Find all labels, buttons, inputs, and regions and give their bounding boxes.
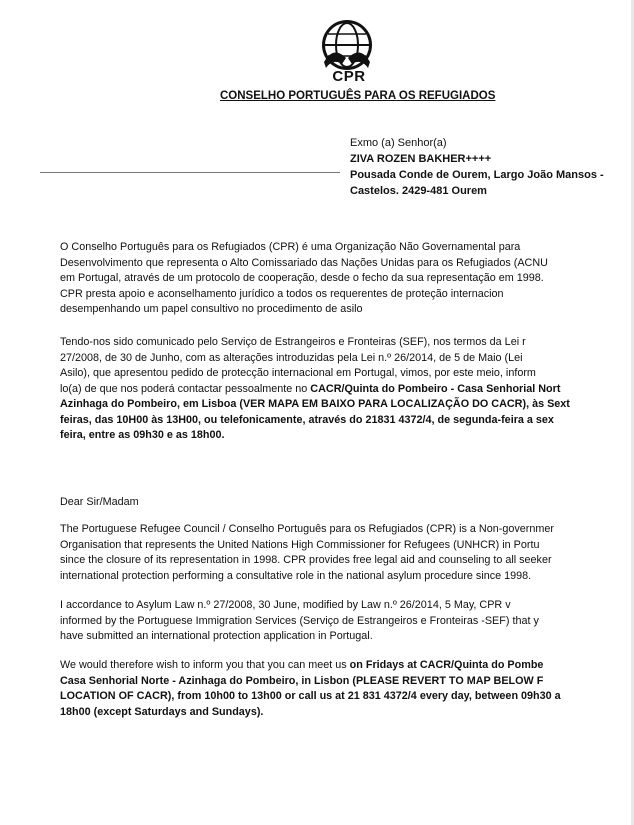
recipient-name: ZIVA ROZEN BAKHER++++ — [350, 153, 492, 165]
en-greeting: Dear Sir/Madam — [60, 496, 139, 508]
text-line: feira, entre as 09h30 e as 18h00. — [60, 429, 225, 441]
text-line: em Portugal, através de um protocolo de cooperação, desde o fecho da sua representação em 1998. — [60, 272, 544, 284]
org-name: CONSELHO PORTUGUÊS PARA OS REFUGIADOS — [220, 90, 496, 102]
text-segment: We would therefore wish to inform you that you can meet us — [60, 659, 350, 671]
text-line: have submitted an international protection application in Portugal. — [60, 630, 373, 642]
text-line: Casa Senhorial Norte - Azinhaga do Pombeiro, in Lisbon (PLEASE REVERT TO MAP BELOW F — [60, 674, 544, 687]
pt-paragraph-1 — [60, 240, 634, 318]
text-line: 18h00 (except Saturdays and Sundays). — [60, 705, 264, 718]
text-segment: lo(a) de que nos poderá contactar pessoalmente no — [60, 382, 311, 395]
globe-hands-icon — [318, 18, 376, 74]
text-line: Azinhaga do Pombeiro, em Lisboa (VER MAPA EM BAIXO PARA LOCALIZAÇÃO DO CACR), às Sext — [60, 398, 570, 410]
text-line: Organisation that represents the United Nations High Commissioner for Refugees (UNHCR) in Portu — [60, 538, 540, 551]
en-paragraph-3 — [60, 658, 634, 720]
text-line: international protection performing a consultative role in the national asylum procedure since 1998. — [60, 569, 532, 582]
text-line: Desenvolvimento que representa o Alto Comissariado das Nações Unidas para os Refugiados (ACNU — [60, 256, 548, 269]
text-line: since the closure of its representation in 1998. CPR provides free legal aid and counseling to all seeker — [60, 554, 552, 566]
text-segment-bold: on Fridays at CACR/Quinta do Pombe — [349, 659, 544, 671]
en-paragraph-1 — [60, 522, 634, 584]
text-line: I accordance to Asylum Law n.º 27/2008, 30 June, modified by Law n.º 26/2014, 5 May, CPR v — [60, 599, 511, 611]
text-line: 27/2008, de 30 de Junho, com as alterações introduzidas pela Lei n.º 26/2014, de 5 de Maio (Lei — [60, 351, 523, 364]
text-line: CPR presta apoio e aconselhamento jurídico a todos os requerentes de proteção internacion — [60, 287, 504, 300]
text-line: Asilo), que apresentou pedido de protecção internacional em Portugal, vimos, por este meio, inform — [60, 367, 536, 379]
recipient-address-line1: Pousada Conde de Ourem, Largo João Mansos - — [350, 169, 604, 181]
text-line: informed by the Portuguese Immigration Services (Serviço de Estrangeiros e Fronteiras -SEF) that y — [60, 614, 539, 627]
text-line-mixed — [60, 658, 634, 674]
text-line: desempenhando um papel consultivo no procedimento de asilo — [60, 303, 363, 315]
scan-dashed-line — [40, 172, 340, 173]
recipient-address-block — [350, 135, 604, 199]
text-line-mixed — [60, 382, 634, 398]
recipient-salutation: Exmo (a) Senhor(a) — [350, 137, 447, 149]
text-line: O Conselho Português para os Refugiados (CPR) é uma Organização Não Governamental para — [60, 241, 521, 253]
text-line: LOCATION OF CACR), from 10h00 to 13h00 or call us at 21 831 4372/4 every day, between 09h30 a — [60, 690, 561, 702]
text-line: Tendo-nos sido comunicado pelo Serviço de Estrangeiros e Fronteiras (SEF), nos termos da Lei r — [60, 336, 526, 348]
text-segment-bold: CACR/Quinta do Pombeiro - Casa Senhorial Nort — [310, 382, 561, 395]
recipient-address-line2: Castelos. 2429-481 Ourem — [350, 185, 487, 197]
text-line: The Portuguese Refugee Council / Conselho Português para os Refugiados (CPR) is a Non-governmer — [60, 523, 554, 535]
text-line: feiras, das 10H00 às 13H00, ou telefonicamente, através do 21831 4372/4, de segunda-feira a sex — [60, 413, 554, 426]
pt-paragraph-2 — [60, 335, 634, 444]
org-acronym: CPR — [332, 68, 366, 85]
en-paragraph-2 — [60, 598, 634, 645]
